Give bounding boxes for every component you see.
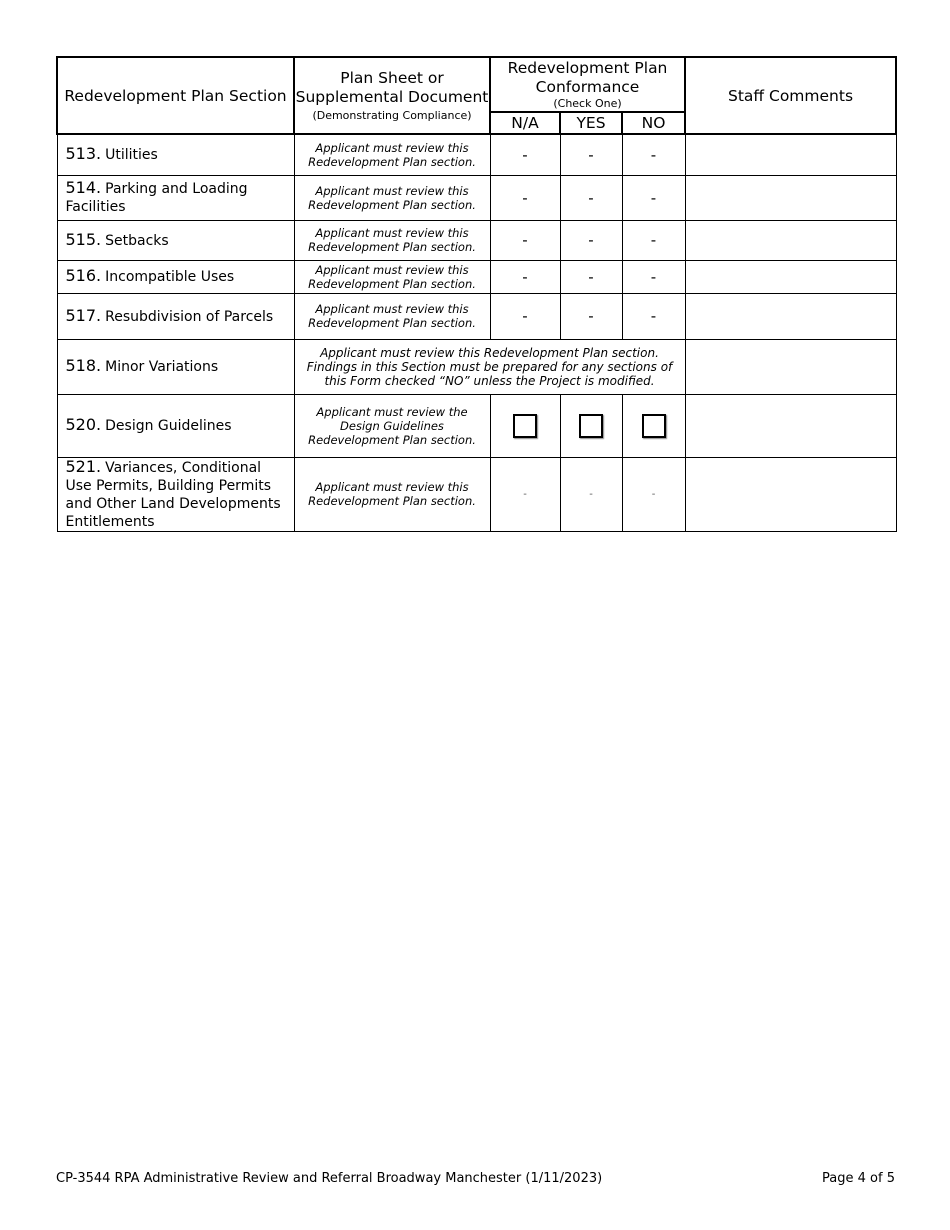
staff-comments-cell[interactable] (685, 457, 896, 531)
staff-comments-cell[interactable] (685, 134, 896, 175)
section-title: Design Guidelines (105, 418, 232, 434)
yes-checkbox[interactable] (579, 414, 603, 438)
section-title: Incompatible Uses (105, 269, 235, 285)
plan-note: Applicant must review this Redevelopment Plan section. (294, 457, 490, 531)
no-cell: - (622, 134, 685, 175)
section-title: Setbacks (105, 232, 169, 249)
no-cell: - (622, 260, 685, 293)
section-cell (57, 339, 294, 394)
yes-cell: - (560, 134, 622, 175)
section-cell (57, 175, 294, 220)
no-cell: - (622, 457, 685, 531)
plan-note: Applicant must review this Redevelopment Plan section. (294, 220, 490, 260)
na-cell: - (490, 293, 560, 339)
section-title: Minor Variations (105, 359, 219, 375)
header-conformance-label: Redevelopment Plan Conformance (507, 59, 668, 96)
no-cell: - (622, 220, 685, 260)
header-plan-document-label: Plan Sheet or Supplemental Document (295, 68, 489, 106)
na-cell: - (490, 134, 560, 175)
header-plan-document (294, 57, 490, 134)
plan-note: Applicant must review this Redevelopment Plan section. Findings in this Section must be prepared for any sections of this Form checked “NO” unless the Project is modified. (294, 339, 685, 394)
footer-page-number: Page 4 of 5 (822, 1171, 895, 1186)
section-cell (57, 293, 294, 339)
table-row (57, 175, 896, 220)
header-section: Redevelopment Plan Section (57, 57, 294, 134)
na-cell: - (490, 175, 560, 220)
plan-note: Applicant must review the Design Guidelines Redevelopment Plan section. (294, 394, 490, 457)
header-na: N/A (490, 112, 560, 134)
section-title: Parking and Loading Facilities (65, 181, 248, 215)
section-cell (57, 220, 294, 260)
section-number: 514. (65, 178, 102, 197)
conformance-table (56, 56, 897, 532)
table-row (57, 260, 896, 293)
section-number: 513. (65, 144, 102, 164)
section-title: Resubdivision of Parcels (105, 308, 274, 325)
na-checkbox[interactable] (513, 414, 537, 438)
section-cell (57, 394, 294, 457)
section-title: Utilities (105, 147, 158, 164)
section-number: 521. (65, 456, 102, 476)
staff-comments-cell[interactable] (685, 293, 896, 339)
plan-note: Applicant must review this Redevelopment Plan section. (294, 134, 490, 175)
table-row (57, 394, 896, 457)
header-conformance (490, 57, 685, 112)
header-yes: YES (560, 112, 622, 134)
staff-comments-cell[interactable] (685, 394, 896, 457)
plan-note: Applicant must review this Redevelopment Plan section. (294, 293, 490, 339)
na-cell: - (490, 220, 560, 260)
staff-comments-cell[interactable] (685, 339, 896, 394)
na-cell (490, 394, 560, 457)
table-row (57, 339, 896, 394)
footer-form-id: CP-3544 RPA Administrative Review and Referral Broadway Manchester (1/11/2023) (56, 1171, 603, 1186)
section-title: Variances, Conditional Use Permits, Building Permits and Other Land Developments Entitlements (65, 459, 281, 530)
section-number: 516. (65, 266, 102, 285)
header-no: NO (622, 112, 685, 134)
table-row (57, 134, 896, 175)
section-cell (57, 134, 294, 175)
yes-cell: - (560, 293, 622, 339)
na-cell: - (490, 260, 560, 293)
section-number: 515. (65, 229, 102, 249)
header-staff-comments: Staff Comments (685, 57, 896, 134)
plan-note: Applicant must review this Redevelopment Plan section. (294, 260, 490, 293)
no-cell: - (622, 293, 685, 339)
section-number: 520. (65, 415, 102, 434)
table-row (57, 220, 896, 260)
no-checkbox[interactable] (642, 414, 666, 438)
yes-cell: - (560, 175, 622, 220)
staff-comments-cell[interactable] (685, 260, 896, 293)
no-cell: - (622, 175, 685, 220)
staff-comments-cell[interactable] (685, 220, 896, 260)
yes-cell: - (560, 457, 622, 531)
section-cell (57, 260, 294, 293)
table-row (57, 457, 896, 531)
yes-cell: - (560, 260, 622, 293)
staff-comments-cell[interactable] (685, 175, 896, 220)
yes-cell: - (560, 220, 622, 260)
section-number: 517. (65, 305, 102, 325)
no-cell (622, 394, 685, 457)
section-cell (57, 457, 294, 531)
plan-note: Applicant must review this Redevelopment Plan section. (294, 175, 490, 220)
section-number: 518. (65, 356, 102, 375)
header-conformance-sub: (Check One) (553, 97, 622, 110)
yes-cell (560, 394, 622, 457)
table-row (57, 293, 896, 339)
header-plan-document-sub: (Demonstrating Compliance) (312, 108, 472, 122)
na-cell: - (490, 457, 560, 531)
